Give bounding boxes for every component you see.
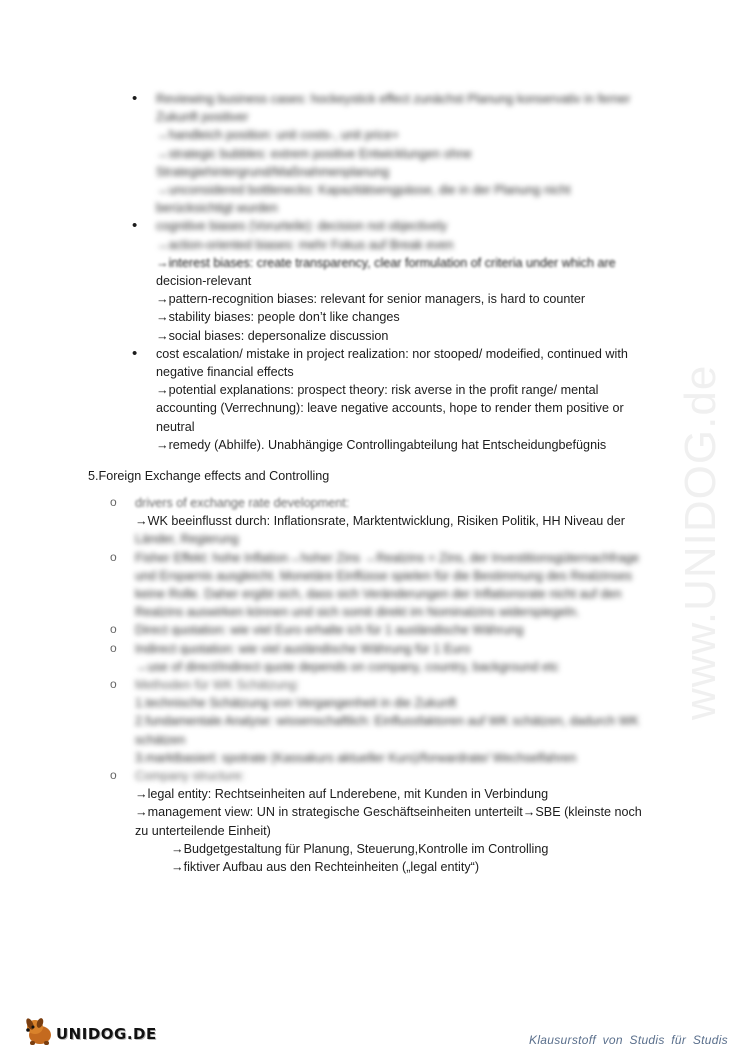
list-item	[128, 345, 648, 454]
bullet-line: →interest biases: create transparency, clear formulation of criteria under which are	[156, 255, 616, 270]
item-line: →use of direct/indirect quote depends on company, country, background etc	[135, 659, 559, 674]
section-heading: 5.Foreign Exchange effects and Controlling	[88, 469, 330, 483]
bullet-paragraph: →remedy (Abhilfe). Unabhängige Controllingabteilung hat Entscheidungbefügnis	[156, 437, 607, 452]
bullet-line: • Reviewing business cases: hockeystick effect zunächst Planung konservativ in ferner Zukunft positiver	[156, 92, 631, 125]
list-item	[108, 621, 653, 639]
bullet-line: →pattern-recognition biases: relevant for senior managers, is hard to counter	[156, 292, 586, 307]
list-item	[128, 90, 648, 217]
unidog-logo	[22, 1013, 162, 1049]
footer-slogan: Klausurstoff von Studis für Studis	[529, 1033, 728, 1047]
blurred-text-block	[135, 676, 653, 767]
item-line: →WK beeinflusst durch: Inflationsrate, Marktentwicklung, Risiken Politik, HH Niveau der	[135, 514, 625, 529]
watermark: www.UNIDOG.de	[676, 364, 725, 720]
section5-list	[108, 494, 653, 876]
dog-mascot-icon	[22, 1013, 58, 1047]
item-line: Länder, Regierung	[135, 532, 239, 547]
bullet-line: →strategic bubbles: extrem positive Entwicklungen ohne Strategiehintergrund/Maßnahmenplanung	[156, 146, 472, 179]
bullet-line: →unconsidered bottlenecks: Kapazitätsengpässe, die in der Planung nicht berücksichtigt wurden	[156, 183, 571, 216]
item-heading: o Methoden für WK Schätzung:	[135, 678, 300, 693]
item-subline: →fiktiver Aufbau aus den Rechteinheiten („legal entity“)	[171, 860, 480, 875]
item-line: 1.technische Schätzung von Vergangenheit in die Zukunft	[135, 696, 457, 711]
bullet-line: • cognitive biases (Vorurteile): decision not objectively	[156, 219, 448, 234]
blurred-text-block	[156, 90, 648, 217]
item-line: 3.marktbasiert: spotrate (Kassakurs aktueller Kurs)/forwardrate/ Wechselfahren	[135, 750, 577, 765]
section4-bullet-list	[128, 90, 648, 454]
bullet-line: →action-oriented biases: mehr Fokus auf Break even	[156, 237, 454, 252]
bullet-line: →handleich position: unit costs-, unit price+	[156, 128, 400, 143]
list-item	[108, 767, 653, 876]
list-item	[108, 494, 653, 549]
bullet-paragraph: →potential explanations: prospect theory: risk averse in the profit range/ mental accounting (Verrechnung): leave negative accounts, hope to render them positive or neutral	[156, 383, 624, 434]
bullet-line: decision-relevant	[156, 274, 252, 289]
list-item	[108, 549, 653, 622]
logo-text: UNIDOG.DE	[56, 1025, 157, 1043]
list-item	[108, 676, 653, 767]
item-heading: o drivers of exchange rate development:	[135, 496, 350, 510]
item-paragraph: o Fisher Effekt: hohe Inflation→hoher Zins →Realzins = Zins, der Investitionsgüternachfrage und Ersparnis ausgleicht. Monetäre Einflüsse spielen für die Bestimmung des Realzinses keine Rolle. Daher ergibt sich, dass sich Veränderungen der Inflationsrate nicht auf den Realzins auswirken können und sich somit direkt im Nominalzins widerspiegeln.	[135, 550, 640, 620]
item-line: o Indirect quotation: wie viel ausländische Währung für 1 Euro	[135, 641, 471, 656]
blurred-text-block	[156, 217, 648, 253]
item-line: o Direct quotation: wie viel Euro erhalte ich für 1 ausländische Währung	[135, 623, 524, 638]
item-line: 2.fundamentale Analyse: wissenschaftlich: Einflussfaktoren auf WK schätzen, dadurch WK schätzen	[135, 714, 640, 747]
bullet-paragraph: • cost escalation/ mistake in project realization: nor stooped/ modeified, continued with negative financial effects	[156, 346, 628, 380]
item-line: →management view: UN in strategische Geschäftseinheiten unterteilt→SBE (kleinste noch zu unterteilende Einheit)	[135, 805, 642, 838]
bullet-line: →stability biases: people don’t like changes	[156, 310, 400, 325]
item-heading: o Company structure:	[135, 769, 245, 784]
list-item	[108, 640, 653, 676]
list-item	[128, 217, 648, 344]
item-subline: →Budgetgestaltung für Planung, Steuerung,Kontrolle im Controlling	[171, 841, 549, 856]
item-line: →legal entity: Rechtseinheiten auf Lnderebene, mit Kunden in Verbindung	[135, 787, 549, 802]
bullet-line: →social biases: depersonalize discussion	[156, 328, 389, 343]
